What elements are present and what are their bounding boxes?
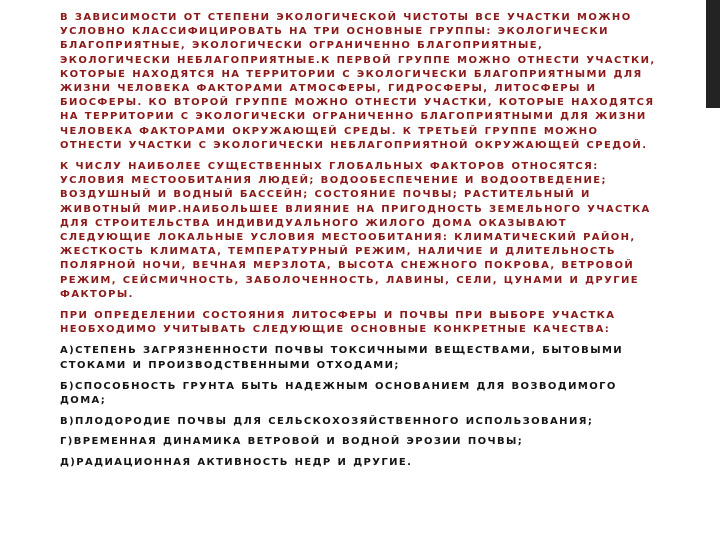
list-item-b: Б)СПОСОБНОСТЬ ГРУНТА БЫТЬ НАДЕЖНЫМ ОСНОВАНИЕМ ДЛЯ ВОЗВОДИМОГО ДОМА; xyxy=(60,380,617,407)
paragraph-global-factors: К ЧИСЛУ НАИБОЛЕЕ СУЩЕСТВЕННЫХ ГЛОБАЛЬНЫХ ФАКТОРОВ ОТНОСЯТСЯ: УСЛОВИЯ МЕСТООБИТАНИЯ ЛЮДЕЙ; ВОДООБЕСПЕЧЕНИЕ И ВОДООТВЕДЕНИЕ; ВОЗДУШНЫЙ И ВОДНЫЙ БАССЕЙН; СОСТОЯНИЕ ПОЧВЫ; РАСТИТЕЛЬНЫЙ И ЖИВОТНЫЙ МИР.НАИБОЛЬШЕЕ ВЛИЯНИЕ НА ПРИГОДНОСТЬ ЗЕМЕЛЬНОГО УЧАСТКА ДЛЯ СТРОИТЕЛЬСТВА ИНДИВИДУАЛЬНОГО ЖИЛОГО ДОМА ОКАЗЫВАЮТ СЛЕДУЮЩИЕ ЛОКАЛЬНЫЕ УСЛОВИЯ МЕСТООБИТАНИЯ: КЛИМАТИЧЕСКИЙ РАЙОН, ЖЕСТКОСТЬ КЛИМАТА, ТЕМПЕРАТУРНЫЙ РЕЖИМ, НАЛИЧИЕ И ДЛИТЕЛЬНОСТЬ ПОЛЯРНОЙ НОЧИ, ВЕЧНАЯ МЕРЗЛОТА, ВЫСОТА СНЕЖНОГО ПОКРОВА, ВЕТРОВОЙ РЕЖИМ, СЕЙСМИЧНОСТЬ, ЗАБОЛОЧЕННОСТЬ, ЛАВИНЫ, СЕЛИ, ЦУНАМИ И ДРУГИЕ ФАКТОРЫ. xyxy=(60,161,651,300)
list-item-a: А)СТЕПЕНЬ ЗАГРЯЗНЕННОСТИ ПОЧВЫ ТОКСИЧНЫМИ ВЕЩЕСТВАМИ, БЫТОВЫМИ СТОКАМИ И ПРОИЗВОДСТВЕННЫМИ ОТХОДАМИ; xyxy=(60,345,624,371)
paragraph-site-classification: В ЗАВИСИМОСТИ ОТ СТЕПЕНИ ЭКОЛОГИЧЕСКОЙ ЧИСТОТЫ ВСЕ УЧАСТКИ МОЖНО УСЛОВНО КЛАССИФИЦИРОВАТЬ НА ТРИ ОСНОВНЫЕ ГРУППЫ: ЭКОЛОГИЧЕСКИ БЛАГОПРИЯТНЫЕ, ЭКОЛОГИЧЕСКИ ОГРАНИЧЕННО БЛАГОПРИЯТНЫЕ, ЭКОЛОГИЧЕСКИ НЕБЛАГОПРИЯТНЫЕ.К ПЕРВОЙ ГРУППЕ МОЖНО ОТНЕСТИ УЧАСТКИ, КОТОРЫЕ НАХОДЯТСЯ НА ТЕРРИТОРИИ С ЭКОЛОГИЧЕСКИ БЛАГОПРИЯТНЫМИ ДЛЯ ЖИЗНИ ЧЕЛОВЕКА ФАКТОРАМИ АТМОСФЕРЫ, ГИДРОСФЕРЫ, ЛИТОСФЕРЫ И БИОСФЕРЫ. КО ВТОРОЙ ГРУППЕ МОЖНО ОТНЕСТИ УЧАСТКИ, КОТОРЫЕ НАХОДЯТСЯ НА ТЕРРИТОРИИ С ЭКОЛОГИЧЕСКИ ОГРАНИЧЕННО БЛАГОПРИЯТНЫМИ ДЛЯ ЖИЗНИ ЧЕЛОВЕКА ФАКТОРАМИ ОКРУЖАЮЩЕЙ СРЕДЫ. К ТРЕТЬЕЙ ГРУППЕ МОЖНО ОТНЕСТИ УЧАСТКИ С ЭКОЛОГИЧЕСКИ НЕБЛАГОПРИЯТНОЙ ОКРУЖАЮЩЕЙ СРЕДОЙ. xyxy=(60,12,656,151)
list-item-d: Д)РАДИАЦИОННАЯ АКТИВНОСТЬ НЕДР И ДРУГИЕ. xyxy=(60,456,413,468)
list-item-v: В)ПЛОДОРОДИЕ ПОЧВЫ ДЛЯ СЕЛЬСКОХОЗЯЙСТВЕННОГО ИСПОЛЬЗОВАНИЯ; xyxy=(60,416,594,428)
list-item-g: Г)ВРЕМЕННАЯ ДИНАМИКА ВЕТРОВОЙ И ВОДНОЙ ЭРОЗИИ ПОЧВЫ; xyxy=(60,436,524,448)
side-accent-bar xyxy=(706,0,720,108)
slide-body xyxy=(60,11,660,476)
paragraph-soil-criteria-intro: ПРИ ОПРЕДЕЛЕНИИ СОСТОЯНИЯ ЛИТОСФЕРЫ И ПОЧВЫ ПРИ ВЫБОРЕ УЧАСТКА НЕОБХОДИМО УЧИТЫВАТЬ СЛЕДУЮЩИЕ ОСНОВНЫЕ КОНКРЕТНЫЕ КАЧЕСТВА: xyxy=(60,310,616,336)
